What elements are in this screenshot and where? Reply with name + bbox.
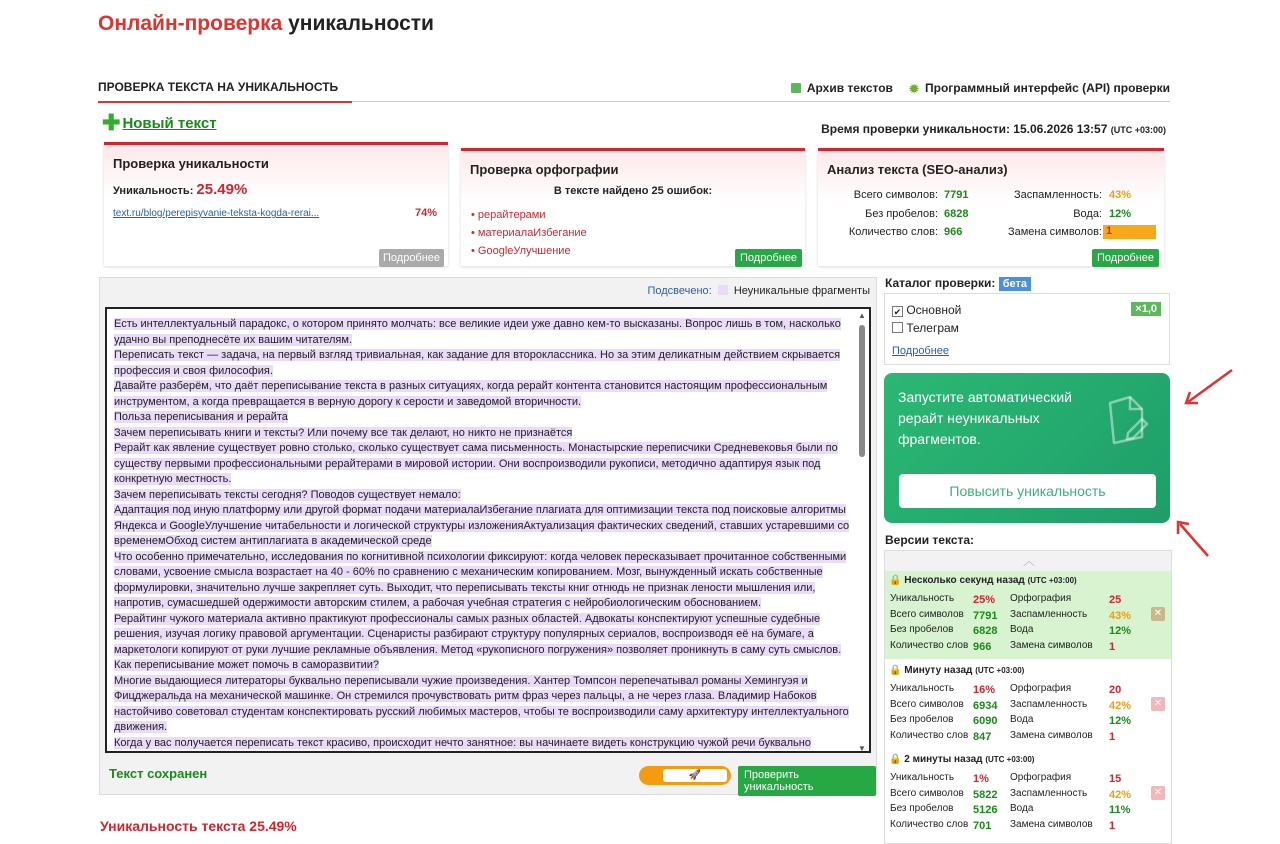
highlighted-fragment: Есть интеллектуальный парадокс, о котором принято молчать: все великие идеи уже давно кем-то высказаны. Вопрос лишь в том, насколько удачно вы преподнесёте их вашим читателям. <box>114 318 841 346</box>
no-spaces-label: Без пробелов: <box>865 208 938 220</box>
highlighted-fragment: Адаптация под иную платформу или другой формат подачи материалаИзбегание плагиата для оптимизации текста под поисковые алгоритмы Яндекса и GoogleУлучшение читабельности и логической структуры изложенияАктуализация фактических сведений, ставших устаревшими со временемОбход систем антиплагиата в академической среде <box>114 504 850 547</box>
uniqueness-label: Уникальность: 25.49% <box>113 181 248 198</box>
new-text-link[interactable]: ✚ Новый текст <box>102 110 217 135</box>
scroll-down-icon[interactable]: ▼ <box>858 744 866 753</box>
version-uniq-label: Уникальность <box>890 593 955 604</box>
highlighted-fragment: Рерайт как явление существует ровно столько, сколько существует сама письменность. Монастырские переписчики Средневековья были по существу первыми профессиональными рерайтерами в мировой истории. Они воспроизводили рукописи, методично адаптируя язык под конкретную местность. <box>114 442 838 485</box>
spelling-card-title: Проверка орфографии <box>470 162 619 177</box>
uniqueness-card <box>104 142 448 266</box>
delete-version-icon[interactable]: ✕ <box>1151 607 1165 621</box>
version-spam-label: Заспамленность <box>1010 608 1088 620</box>
spam-label: Заспамленность: <box>1013 189 1102 201</box>
api-link[interactable]: ✹ Программный интерфейс (API) проверки <box>908 81 1170 96</box>
catalog-option-main[interactable]: ✔ Основной <box>893 303 962 317</box>
uniqueness-more-button[interactable]: Подробнее <box>379 249 444 267</box>
spelling-summary: В тексте найдено 25 ошибок: <box>553 185 713 197</box>
result-uniqueness: Уникальность текста 25.49% <box>100 818 297 834</box>
highlighted-fragment: Что особенно примечательно, исследования по когнитивной психологии фиксируют: когда человек пересказывает прочитанное собственными словами, усвоение смысла возрастает на 40 - 60% по сравнению с механическим копированием. Мозг, вынужденный искать собственные формулировки, значительно лучше закрепляет суть. Выходит, что переписывать тексты книг отнюдь не признак лености мышления или, напротив, сумасшедшей одержимости авторским стилем, а рабочая учебная стратегия с нейробиологическим обоснованием. <box>114 550 847 609</box>
version-item[interactable] <box>885 750 1149 838</box>
highlighted-fragment: Польза переписывания и рерайта <box>114 411 288 423</box>
editor-paragraph <box>114 348 854 379</box>
document-edit-icon <box>1102 393 1152 447</box>
version-spell-label: Орфография <box>1010 683 1072 694</box>
version-replace-value: 1 <box>1109 730 1116 743</box>
check-uniqueness-button[interactable]: Проверить уникальность <box>738 766 876 796</box>
highlight-swatch <box>718 285 728 295</box>
version-nospace-value: 5126 <box>973 804 998 816</box>
rewrite-promo <box>884 373 1170 523</box>
version-nospace-value: 6828 <box>973 625 998 637</box>
catalog-box <box>884 293 1170 365</box>
version-water-label: Вода <box>1010 624 1034 635</box>
lock-icon: 🔒 <box>889 754 902 765</box>
delete-version-icon[interactable]: ✕ <box>1151 786 1165 800</box>
editor-paragraph <box>114 503 854 550</box>
highlighted-fragment: Рерайтинг чужого материала активно практикуют профессионалы самых разных областей. Адвокаты конспектируют успешные судебные решения, изучая логику правовой аргументации. Сценаристы разбирают структуру популярных сериалов, воспроизводя её на бумаге, а маркетологи копируют от руки лучшие рекламные объявления. Метод «рукописного погружения» позволяет проникнуть в саму суть смыслов. <box>114 612 842 656</box>
version-item[interactable] <box>885 571 1149 659</box>
checkbox-checked[interactable]: ✔ <box>893 307 902 317</box>
version-spam-value: 43% <box>1109 609 1132 622</box>
spelling-error[interactable]: • материалаИзбегание <box>471 227 587 239</box>
highlighted-fragment: Многие выдающиеся литераторы буквально переписывали чужие произведения. Хантер Томпсон перепечатывал романы Хемингуэя и Фицджеральда на механической машинке. Он стремился прочувствовать ритм фраз через пальцы, а не через глаза. Владимир Набоков настойчиво советовал студентам конспектировать русский любимых мастеров, чтобы те воспроизводили саму архитектуру интеллектуального движения. <box>114 674 849 733</box>
version-uniq-value: 16% <box>973 684 996 696</box>
versions-label: Версии текста: <box>885 533 975 547</box>
source-link[interactable]: text.ru/blog/perepisyvanie-teksta-kogda-rerai... <box>113 208 320 219</box>
version-spam-value: 42% <box>1109 788 1132 801</box>
words-value: 966 <box>944 226 963 238</box>
uniqueness-card-title: Проверка уникальности <box>113 156 269 171</box>
total-chars-label: Всего символов: <box>853 189 938 201</box>
versions-list <box>884 550 1172 844</box>
beta-badge: бета <box>999 277 1031 291</box>
multiplier-badge: ×1,0 <box>1131 302 1161 316</box>
seo-card <box>818 148 1164 266</box>
total-chars-value: 7791 <box>944 189 969 201</box>
uniqueness-value: 25.49% <box>196 181 248 198</box>
scroll-thumb[interactable] <box>859 325 865 457</box>
version-water-value: 12% <box>1109 625 1132 637</box>
spelling-more-button[interactable]: Подробнее <box>735 249 802 267</box>
scroll-up-icon[interactable]: ▲ <box>858 311 866 320</box>
version-water-value: 11% <box>1109 804 1131 816</box>
red-arrow-icon <box>1180 366 1236 408</box>
version-spam-label: Заспамленность <box>1010 698 1088 710</box>
words-label: Количество слов: <box>848 226 938 238</box>
editor-paragraph <box>114 426 854 442</box>
replace-label: Замена символов: <box>1007 226 1102 238</box>
version-spell-label: Орфография <box>1010 593 1072 604</box>
version-water-label: Вода <box>1010 803 1034 814</box>
version-chars-label: Всего символов <box>890 787 964 799</box>
increase-uniqueness-button[interactable]: Повысить уникальность <box>899 474 1156 508</box>
version-replace-label: Замена символов <box>1010 729 1093 741</box>
editor-scrollbar[interactable] <box>857 313 867 751</box>
version-words-value: 701 <box>973 819 992 832</box>
page-title: Онлайн-проверка уникальности <box>98 12 434 35</box>
replace-value: 1 <box>1103 225 1156 239</box>
version-spell-value: 25 <box>1109 594 1122 606</box>
editor-panel <box>99 277 877 795</box>
version-replace-label: Замена символов <box>1010 818 1093 830</box>
chevron-up-icon[interactable]: ︿ <box>885 551 1172 571</box>
saved-status: Текст сохранен <box>109 766 208 781</box>
editor-text[interactable] <box>114 317 854 753</box>
version-spell-value: 20 <box>1109 684 1122 696</box>
version-chars-label: Всего символов <box>890 608 964 620</box>
version-words-value: 847 <box>973 730 992 743</box>
spelling-error[interactable]: • рерайтерами <box>471 209 587 221</box>
text-editor[interactable] <box>105 307 871 753</box>
highlighted-fragment: Давайте разберём, что даёт переписывание текста в разных ситуациях, когда рерайт контента становится настоящим профессиональным инструментом, а когда превращается в верную дорогу к серости и заведомой вторичности. <box>114 380 828 408</box>
spelling-card <box>461 148 805 266</box>
source-match-percent: 74% <box>415 207 438 219</box>
spelling-error[interactable]: • GoogleУлучшение <box>471 245 587 257</box>
seo-more-button[interactable]: Подробнее <box>1092 249 1159 267</box>
version-uniq-value: 25% <box>973 594 996 606</box>
editor-paragraph <box>114 317 854 348</box>
version-replace-label: Замена символов <box>1010 639 1093 651</box>
editor-paragraph <box>114 612 854 659</box>
checkbox-unchecked[interactable] <box>892 322 903 333</box>
catalog-option-telegram[interactable]: Телеграм <box>892 321 959 335</box>
editor-paragraph <box>114 674 854 736</box>
version-nospace-value: 6090 <box>973 715 998 727</box>
plus-icon: ✚ <box>102 110 121 135</box>
delete-version-icon[interactable]: ✕ <box>1151 697 1165 711</box>
version-water-label: Вода <box>1010 714 1034 725</box>
version-replace-value: 1 <box>1109 819 1116 832</box>
version-spell-value: 15 <box>1109 773 1122 785</box>
highlighted-fragment: Зачем переписывать тексты сегодня? Поводов существует немало: <box>114 488 461 501</box>
editor-paragraph <box>114 488 854 504</box>
spelling-error-list <box>471 209 587 263</box>
seo-card-title: Анализ текста (SEO-анализ) <box>827 162 1008 177</box>
lock-icon: 🔒 <box>889 665 902 676</box>
editor-paragraph <box>114 410 854 426</box>
editor-paragraph <box>114 441 854 488</box>
version-uniq-label: Уникальность <box>890 772 955 783</box>
highlight-legend: Подсвечено: Неуникальные фрагменты <box>647 285 870 297</box>
version-nospace-label: Без пробелов <box>890 803 954 814</box>
tab-bar <box>98 76 1170 102</box>
version-chars-label: Всего символов <box>890 698 964 710</box>
red-arrow-icon <box>1174 518 1214 560</box>
version-header: 🔒 Несколько секунд назад (UTC +03:00) <box>889 575 1077 586</box>
version-nospace-label: Без пробелов <box>890 714 954 725</box>
version-header: 🔒 2 минуты назад (UTC +03:00) <box>889 754 1035 765</box>
version-uniq-value: 1% <box>973 773 989 785</box>
version-spam-label: Заспамленность <box>1010 787 1088 799</box>
rocket-icon: 🚀 <box>663 769 727 782</box>
version-uniq-label: Уникальность <box>890 683 955 694</box>
highlighted-fragment: Зачем переписывать книги и тексты? Или почему все так делают, но никто не признаётся <box>114 426 573 439</box>
editor-paragraph <box>114 736 854 754</box>
version-item[interactable] <box>885 661 1149 749</box>
version-words-label: Количество слов <box>890 639 969 651</box>
spam-value: 43% <box>1109 189 1132 201</box>
version-header: 🔒 Минуту назад (UTC +03:00) <box>889 665 1025 676</box>
version-spell-label: Орфография <box>1010 772 1072 783</box>
promo-text: Запустите автоматический рерайт неуникальных фрагментов. <box>898 389 1072 447</box>
highlighted-fragment: Когда у вас получается переписать текст красиво, происходит нечто занятное: вы начинаете видеть конструкцию чужой речи буквально <box>114 737 811 754</box>
version-replace-value: 1 <box>1109 640 1116 653</box>
highlighted-fragment: Переписать текст — задача, на первый взгляд тривиальная, как задание для второклассника. Но за этим деликатным действием скрывается профессия и своя философия. <box>114 349 841 377</box>
rocket-toggle[interactable] <box>639 766 731 785</box>
version-spam-value: 42% <box>1109 699 1132 712</box>
version-chars-value: 7791 <box>973 609 998 622</box>
editor-paragraph <box>114 550 854 612</box>
no-spaces-value: 6828 <box>944 208 969 220</box>
archive-link[interactable]: Архив текстов <box>791 81 893 96</box>
check-time: Время проверки уникальности: 15.06.2026 13:57 (UTC +03:00) <box>821 122 1166 136</box>
version-water-value: 12% <box>1109 715 1132 727</box>
version-words-label: Количество слов <box>890 729 969 741</box>
version-nospace-label: Без пробелов <box>890 624 954 635</box>
version-words-value: 966 <box>973 640 992 653</box>
version-chars-value: 6934 <box>973 699 998 712</box>
editor-paragraph <box>114 658 854 674</box>
highlighted-fragment: Как переписывание может помочь в саморазвитии? <box>114 659 380 671</box>
gear-icon: ✹ <box>908 82 919 96</box>
catalog-label: Каталог проверки: бета <box>885 276 1031 290</box>
water-label: Вода: <box>1073 208 1102 220</box>
lock-icon: 🔒 <box>889 575 902 586</box>
version-chars-value: 5822 <box>973 788 998 801</box>
tab-uniqueness-check[interactable]: ПРОВЕРКА ТЕКСТА НА УНИКАЛЬНОСТЬ <box>98 80 352 103</box>
archive-icon <box>791 83 801 93</box>
water-value: 12% <box>1109 208 1132 220</box>
catalog-more-link[interactable]: Подробнее <box>892 345 950 357</box>
version-words-label: Количество слов <box>890 818 969 830</box>
editor-paragraph <box>114 379 854 410</box>
